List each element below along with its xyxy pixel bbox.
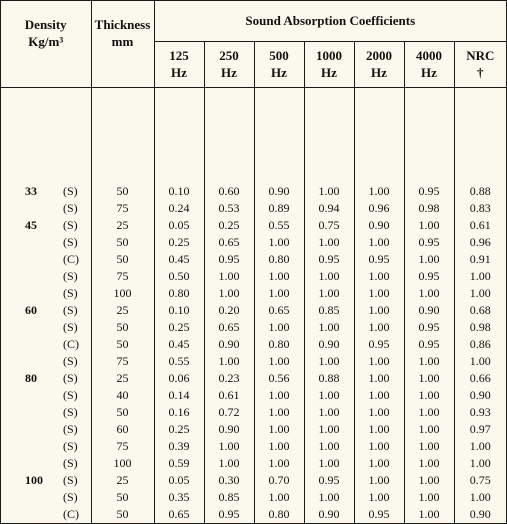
coefficient-cell: 0.90 bbox=[254, 183, 304, 200]
coefficient-cell: 0.72 bbox=[204, 404, 254, 421]
coefficient-cell: 1.00 bbox=[254, 438, 304, 455]
coefficient-cell: 0.05 bbox=[154, 217, 204, 234]
table-row bbox=[1, 268, 506, 285]
nrc-cell: 0.90 bbox=[469, 388, 491, 402]
table-row bbox=[1, 234, 506, 251]
coefficient-cell: 1.00 bbox=[304, 387, 354, 404]
coefficient-cell: 1.00 bbox=[254, 455, 304, 472]
thickness-cell: 25 bbox=[91, 370, 154, 387]
coefficient-cell: 1.00 bbox=[354, 353, 404, 370]
grade-value: (S) bbox=[63, 490, 78, 504]
freq-header-5 bbox=[404, 41, 454, 87]
density-header-line2: Kg/m³ bbox=[28, 33, 64, 49]
density-value: 33 bbox=[25, 184, 37, 198]
table-row bbox=[1, 319, 506, 336]
density-header bbox=[1, 1, 91, 87]
coefficient-cell: 0.65 bbox=[154, 506, 204, 523]
coefficient-cell: 1.00 bbox=[204, 438, 254, 455]
coefficient-cell: 1.00 bbox=[254, 268, 304, 285]
density-cell bbox=[1, 404, 91, 421]
thickness-cell: 60 bbox=[91, 421, 154, 438]
grade-value: (S) bbox=[63, 388, 78, 402]
density-cell bbox=[1, 421, 91, 438]
thickness-cell: 25 bbox=[91, 472, 154, 489]
coefficient-cell: 0.90 bbox=[404, 302, 454, 319]
density-cell bbox=[1, 285, 91, 302]
grade-value: (S) bbox=[63, 422, 78, 436]
grade-value: (S) bbox=[63, 218, 78, 232]
freq-header-bottom: Hz bbox=[221, 65, 237, 80]
thickness-cell: 40 bbox=[91, 387, 154, 404]
density-cell bbox=[1, 506, 91, 523]
freq-header-4 bbox=[354, 41, 404, 87]
coefficient-cell: 0.65 bbox=[254, 302, 304, 319]
coefficient-cell: 1.00 bbox=[254, 285, 304, 302]
grade-value: (S) bbox=[63, 473, 78, 487]
coefficient-cell: 1.00 bbox=[254, 319, 304, 336]
coefficient-cell: 1.00 bbox=[304, 319, 354, 336]
density-cell bbox=[1, 387, 91, 404]
thickness-cell: 50 bbox=[91, 506, 154, 523]
density-value bbox=[1, 319, 43, 336]
coefficient-cell: 1.00 bbox=[354, 489, 404, 506]
coefficient-cell: 0.35 bbox=[154, 489, 204, 506]
coefficient-cell: 0.95 bbox=[404, 319, 454, 336]
coefficient-cell: 0.60 bbox=[204, 183, 254, 200]
coefficient-cell: 1.00 bbox=[254, 404, 304, 421]
table-row bbox=[1, 200, 506, 217]
coefficient-cell: 1.00 bbox=[204, 285, 254, 302]
coefficient-cell: 0.50 bbox=[154, 268, 204, 285]
freq-header-3 bbox=[304, 41, 354, 87]
grade-value: (S) bbox=[63, 354, 78, 368]
coefficient-cell: 1.00 bbox=[354, 183, 404, 200]
coefficient-cell: 1.00 bbox=[404, 285, 454, 302]
coefficient-cell: 0.95 bbox=[204, 506, 254, 523]
density-cell bbox=[1, 472, 91, 489]
sound-absorption-table bbox=[1, 1, 506, 523]
coefficient-cell: 0.53 bbox=[204, 200, 254, 217]
coefficient-cell: 0.90 bbox=[304, 506, 354, 523]
coefficient-cell: 1.00 bbox=[354, 370, 404, 387]
coefficient-cell: 1.00 bbox=[404, 489, 454, 506]
coefficient-cell: 0.16 bbox=[154, 404, 204, 421]
coefficient-cell: 1.00 bbox=[354, 455, 404, 472]
coefficient-cell: 0.25 bbox=[154, 319, 204, 336]
density-cell bbox=[1, 319, 91, 336]
freq-header-6 bbox=[454, 41, 506, 87]
thickness-cell: 50 bbox=[91, 251, 154, 268]
coefficient-cell: 0.95 bbox=[204, 251, 254, 268]
thickness-cell: 75 bbox=[91, 438, 154, 455]
table-row bbox=[1, 387, 506, 404]
density-cell bbox=[1, 336, 91, 353]
nrc-cell: 0.75 bbox=[469, 473, 491, 487]
coefficient-cell: 1.00 bbox=[304, 489, 354, 506]
coefficient-cell: 0.94 bbox=[304, 200, 354, 217]
freq-header-1 bbox=[204, 41, 254, 87]
grade-value: (S) bbox=[63, 235, 78, 249]
coefficient-cell: 1.00 bbox=[354, 234, 404, 251]
density-value bbox=[1, 353, 43, 370]
nrc-cell: 0.97 bbox=[469, 422, 491, 436]
coefficient-cell: 0.25 bbox=[204, 217, 254, 234]
coefficient-cell: 0.80 bbox=[254, 336, 304, 353]
nrc-cell: 1.00 bbox=[469, 269, 491, 283]
coefficient-cell: 1.00 bbox=[354, 387, 404, 404]
coefficient-cell: 0.90 bbox=[204, 336, 254, 353]
grade-value: (S) bbox=[63, 456, 78, 470]
density-cell bbox=[1, 370, 91, 387]
coefficient-cell: 1.00 bbox=[304, 285, 354, 302]
coefficient-cell: 0.59 bbox=[154, 455, 204, 472]
coefficient-cell: 0.95 bbox=[304, 472, 354, 489]
nrc-cell: 0.96 bbox=[469, 235, 491, 249]
coefficient-cell: 1.00 bbox=[404, 217, 454, 234]
coefficient-cell: 1.00 bbox=[404, 506, 454, 523]
coefficient-cell: 0.90 bbox=[304, 336, 354, 353]
coefficient-cell: 0.45 bbox=[154, 336, 204, 353]
coefficient-cell: 0.89 bbox=[254, 200, 304, 217]
table-row bbox=[1, 506, 506, 523]
density-value bbox=[1, 438, 43, 455]
grade-value: (C) bbox=[63, 252, 79, 266]
thickness-cell: 25 bbox=[91, 302, 154, 319]
thickness-cell: 50 bbox=[91, 336, 154, 353]
table-row bbox=[1, 472, 506, 489]
density-value bbox=[1, 200, 43, 217]
coefficient-cell: 1.00 bbox=[204, 455, 254, 472]
freq-header-top: 250 bbox=[219, 48, 239, 63]
nrc-cell: 1.00 bbox=[469, 490, 491, 504]
coefficient-cell: 1.00 bbox=[254, 353, 304, 370]
density-value bbox=[1, 251, 43, 268]
density-cell bbox=[1, 183, 91, 200]
freq-header-bottom: Hz bbox=[271, 65, 287, 80]
group-spacer bbox=[1, 87, 506, 183]
grade-value: (C) bbox=[63, 337, 79, 351]
density-value: 60 bbox=[25, 303, 37, 317]
thickness-cell: 50 bbox=[91, 183, 154, 200]
coefficient-cell: 0.39 bbox=[154, 438, 204, 455]
freq-header-top: 1000 bbox=[316, 48, 342, 63]
coefficient-cell: 1.00 bbox=[404, 370, 454, 387]
coefficient-cell: 0.90 bbox=[354, 217, 404, 234]
coefficient-cell: 0.95 bbox=[354, 506, 404, 523]
thickness-cell: 75 bbox=[91, 268, 154, 285]
coefficient-cell: 0.95 bbox=[404, 268, 454, 285]
coefficient-cell: 1.00 bbox=[254, 234, 304, 251]
coefficient-cell: 1.00 bbox=[404, 251, 454, 268]
coefficient-cell: 0.95 bbox=[404, 234, 454, 251]
coefficient-cell: 0.55 bbox=[154, 353, 204, 370]
coefficient-cell: 1.00 bbox=[404, 438, 454, 455]
coefficient-cell: 0.80 bbox=[254, 251, 304, 268]
grade-value: (S) bbox=[63, 269, 78, 283]
thickness-cell: 25 bbox=[91, 217, 154, 234]
coefficient-cell: 0.23 bbox=[204, 370, 254, 387]
coefficient-cell: 1.00 bbox=[354, 421, 404, 438]
nrc-cell: 0.61 bbox=[469, 218, 491, 232]
coefficient-cell: 1.00 bbox=[354, 472, 404, 489]
thickness-cell: 50 bbox=[91, 234, 154, 251]
coefficient-cell: 0.65 bbox=[204, 234, 254, 251]
density-cell bbox=[1, 353, 91, 370]
coefficient-cell: 1.00 bbox=[304, 421, 354, 438]
coefficient-cell: 1.00 bbox=[204, 268, 254, 285]
coefficient-cell: 0.45 bbox=[154, 251, 204, 268]
coefficient-cell: 0.88 bbox=[304, 370, 354, 387]
coefficient-cell: 0.06 bbox=[154, 370, 204, 387]
density-value: 100 bbox=[25, 473, 43, 487]
freq-header-2 bbox=[254, 41, 304, 87]
coefficient-cell: 0.55 bbox=[254, 217, 304, 234]
coefficient-cell: 0.98 bbox=[404, 200, 454, 217]
nrc-cell: 0.68 bbox=[469, 303, 491, 317]
coefficient-cell: 0.85 bbox=[304, 302, 354, 319]
grade-value: (S) bbox=[63, 371, 78, 385]
coefficient-cell: 0.95 bbox=[354, 251, 404, 268]
coefficient-cell: 0.25 bbox=[154, 234, 204, 251]
density-value bbox=[1, 455, 43, 472]
coefficient-cell: 0.24 bbox=[154, 200, 204, 217]
coefficient-cell: 1.00 bbox=[404, 353, 454, 370]
nrc-cell: 0.86 bbox=[469, 337, 491, 351]
nrc-cell: 1.00 bbox=[469, 354, 491, 368]
coefficient-cell: 1.00 bbox=[404, 472, 454, 489]
coefficient-cell: 0.56 bbox=[254, 370, 304, 387]
grade-value: (S) bbox=[63, 201, 78, 215]
thickness-header-line1: Thickness bbox=[94, 16, 151, 32]
grade-value: (S) bbox=[63, 303, 78, 317]
density-value bbox=[1, 268, 43, 285]
table-row bbox=[1, 370, 506, 387]
nrc-cell: 0.66 bbox=[469, 371, 491, 385]
thickness-cell: 50 bbox=[91, 489, 154, 506]
grade-value: (C) bbox=[63, 507, 79, 521]
coefficient-cell: 0.80 bbox=[254, 506, 304, 523]
coefficient-cell: 0.20 bbox=[204, 302, 254, 319]
density-value bbox=[1, 404, 43, 421]
table-row bbox=[1, 302, 506, 319]
coefficient-cell: 1.00 bbox=[204, 353, 254, 370]
coefficient-cell: 0.85 bbox=[204, 489, 254, 506]
coefficient-cell: 1.00 bbox=[304, 268, 354, 285]
coefficient-cell: 0.61 bbox=[204, 387, 254, 404]
table-row bbox=[1, 353, 506, 370]
coefficient-cell: 1.00 bbox=[354, 285, 404, 302]
density-cell bbox=[1, 200, 91, 217]
thickness-cell: 75 bbox=[91, 200, 154, 217]
freq-header-bottom: Hz bbox=[371, 65, 387, 80]
density-cell bbox=[1, 217, 91, 234]
density-value bbox=[1, 234, 43, 251]
nrc-cell: 0.91 bbox=[469, 252, 491, 266]
coefficient-cell: 1.00 bbox=[404, 421, 454, 438]
table-row bbox=[1, 217, 506, 234]
thickness-header bbox=[91, 1, 154, 87]
grade-value: (S) bbox=[63, 405, 78, 419]
table-row bbox=[1, 489, 506, 506]
coefficient-cell: 0.05 bbox=[154, 472, 204, 489]
thickness-cell: 100 bbox=[91, 455, 154, 472]
coefficient-cell: 0.14 bbox=[154, 387, 204, 404]
density-value bbox=[1, 506, 43, 523]
coefficient-cell: 1.00 bbox=[304, 404, 354, 421]
thickness-cell: 50 bbox=[91, 404, 154, 421]
coefficient-cell: 1.00 bbox=[304, 183, 354, 200]
coefficient-cell: 0.95 bbox=[304, 251, 354, 268]
nrc-cell: 0.90 bbox=[469, 507, 491, 521]
density-cell bbox=[1, 302, 91, 319]
table-row bbox=[1, 455, 506, 472]
coefficient-cell: 1.00 bbox=[354, 268, 404, 285]
nrc-cell: 1.00 bbox=[469, 439, 491, 453]
density-cell bbox=[1, 268, 91, 285]
coefficient-cell: 1.00 bbox=[254, 421, 304, 438]
grade-value: (S) bbox=[63, 286, 78, 300]
coefficient-cell: 0.96 bbox=[354, 200, 404, 217]
thickness-header-line2: mm bbox=[111, 33, 134, 49]
coefficient-cell: 1.00 bbox=[304, 438, 354, 455]
freq-header-top: 500 bbox=[269, 48, 289, 63]
coefficient-cell: 1.00 bbox=[304, 234, 354, 251]
density-value bbox=[1, 285, 43, 302]
grade-value: (S) bbox=[63, 320, 78, 334]
coefficient-cell: 1.00 bbox=[354, 438, 404, 455]
freq-header-bottom: Hz bbox=[171, 65, 187, 80]
density-value bbox=[1, 489, 43, 506]
freq-header-bottom: Hz bbox=[321, 65, 337, 80]
density-value bbox=[1, 387, 43, 404]
coefficient-cell: 1.00 bbox=[304, 353, 354, 370]
freq-header-top: 2000 bbox=[366, 48, 392, 63]
table-row bbox=[1, 421, 506, 438]
density-cell bbox=[1, 234, 91, 251]
density-cell bbox=[1, 438, 91, 455]
nrc-cell: 0.93 bbox=[469, 405, 491, 419]
density-cell bbox=[1, 455, 91, 472]
thickness-cell: 100 bbox=[91, 285, 154, 302]
coefficients-group-header: Sound Absorption Coefficients bbox=[154, 1, 506, 41]
table-row bbox=[1, 183, 506, 200]
freq-header-top: 125 bbox=[169, 48, 189, 63]
nrc-cell: 0.83 bbox=[469, 201, 491, 215]
density-value bbox=[1, 421, 43, 438]
coefficient-cell: 0.70 bbox=[254, 472, 304, 489]
density-value: 45 bbox=[25, 218, 37, 232]
freq-header-0 bbox=[154, 41, 204, 87]
coefficient-cell: 1.00 bbox=[304, 455, 354, 472]
thickness-cell: 75 bbox=[91, 353, 154, 370]
coefficient-cell: 1.00 bbox=[404, 455, 454, 472]
nrc-cell: 0.98 bbox=[469, 320, 491, 334]
coefficient-cell: 0.95 bbox=[404, 336, 454, 353]
table-row bbox=[1, 404, 506, 421]
freq-header-bottom: Hz bbox=[421, 65, 437, 80]
grade-value: (S) bbox=[63, 184, 78, 198]
nrc-cell: 0.88 bbox=[469, 184, 491, 198]
coefficient-cell: 0.75 bbox=[304, 217, 354, 234]
density-value: 80 bbox=[25, 371, 37, 385]
nrc-cell: 1.00 bbox=[469, 286, 491, 300]
coefficient-cell: 0.95 bbox=[404, 183, 454, 200]
coefficient-cell: 1.00 bbox=[404, 387, 454, 404]
coefficient-cell: 1.00 bbox=[254, 387, 304, 404]
coefficient-cell: 1.00 bbox=[404, 404, 454, 421]
grade-value: (S) bbox=[63, 439, 78, 453]
coefficient-cell: 0.90 bbox=[204, 421, 254, 438]
coefficient-cell: 1.00 bbox=[354, 404, 404, 421]
coefficient-cell: 0.25 bbox=[154, 421, 204, 438]
table-row bbox=[1, 285, 506, 302]
freq-header-top: NRC bbox=[466, 48, 495, 63]
nrc-cell: 1.00 bbox=[469, 456, 491, 470]
thickness-cell: 50 bbox=[91, 319, 154, 336]
coefficient-cell: 0.65 bbox=[204, 319, 254, 336]
coefficient-cell: 0.10 bbox=[154, 183, 204, 200]
coefficient-cell: 0.10 bbox=[154, 302, 204, 319]
table-row bbox=[1, 336, 506, 353]
coefficient-cell: 0.30 bbox=[204, 472, 254, 489]
freq-header-top: 4000 bbox=[416, 48, 442, 63]
table-row bbox=[1, 251, 506, 268]
coefficient-cell: 0.80 bbox=[154, 285, 204, 302]
density-cell bbox=[1, 489, 91, 506]
freq-header-bottom: † bbox=[477, 65, 484, 80]
density-header-line1: Density bbox=[24, 16, 67, 32]
coefficient-cell: 1.00 bbox=[254, 489, 304, 506]
coefficient-cell: 1.00 bbox=[354, 302, 404, 319]
table-row bbox=[1, 438, 506, 455]
coefficient-cell: 1.00 bbox=[354, 319, 404, 336]
density-cell bbox=[1, 251, 91, 268]
coefficient-cell: 0.95 bbox=[354, 336, 404, 353]
density-value bbox=[1, 336, 43, 353]
